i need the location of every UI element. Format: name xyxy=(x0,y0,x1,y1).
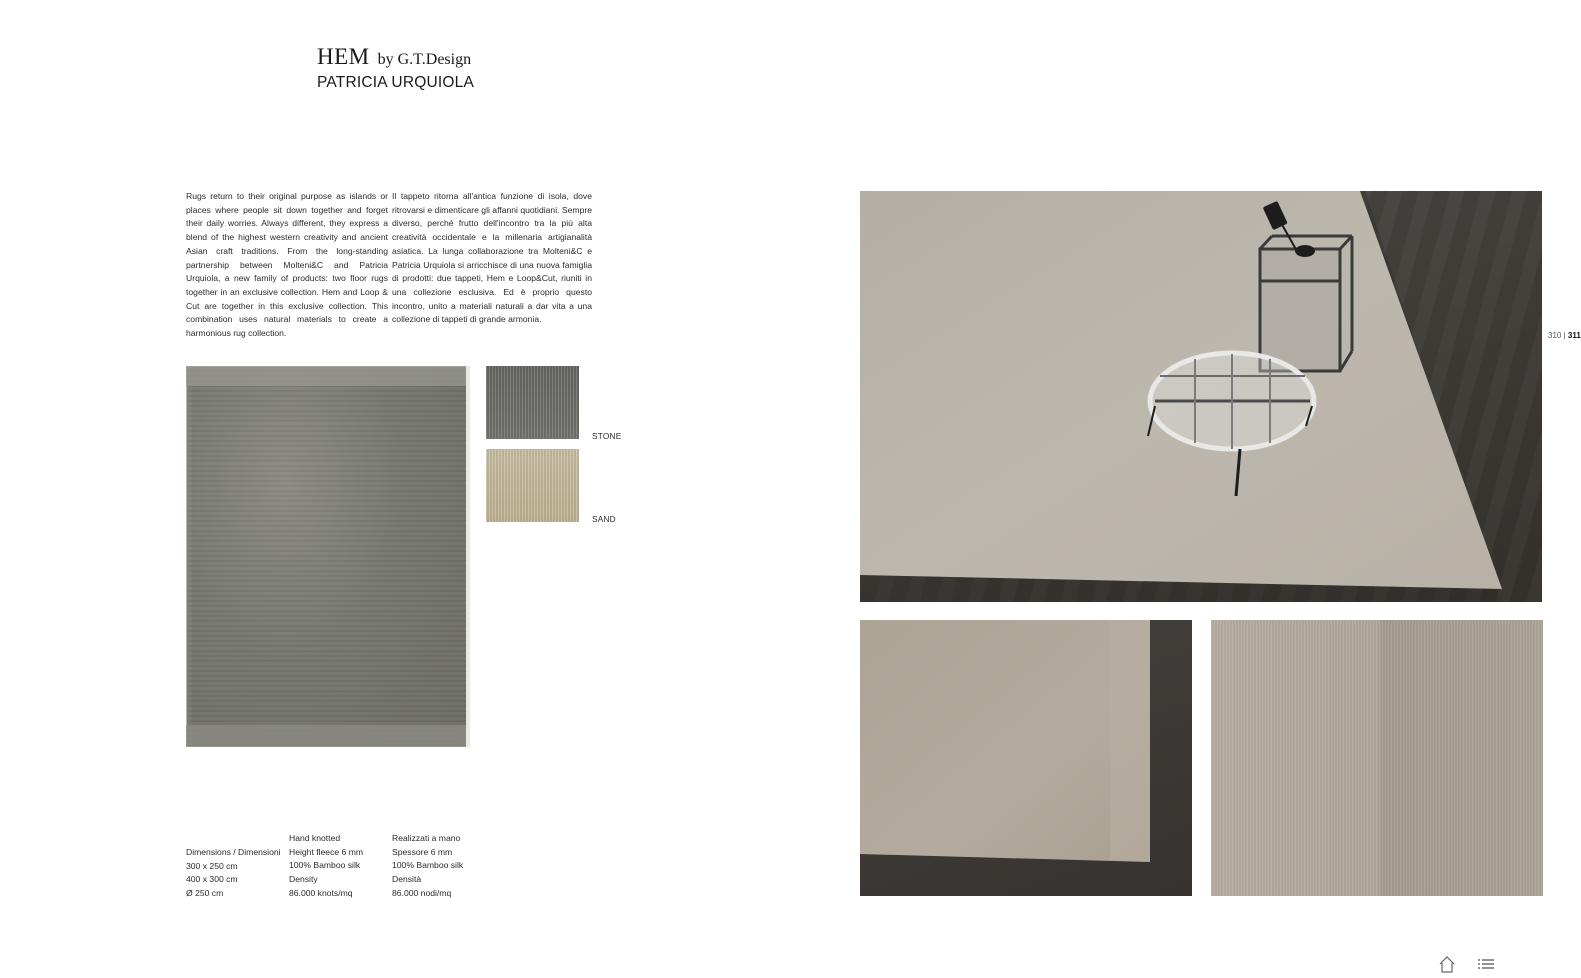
specs-english xyxy=(289,832,363,901)
by-line: by G.T.Design xyxy=(377,51,472,68)
spec-line: Densità xyxy=(392,874,422,885)
collection-title xyxy=(317,44,471,70)
spec-line: 100% Bamboo silk xyxy=(289,860,361,871)
spec-line: Hand knotted xyxy=(289,833,341,843)
list-menu-icon[interactable] xyxy=(1477,955,1495,973)
rug-texture-detail-photo xyxy=(1211,620,1543,896)
spec-line: 300 x 250 cm xyxy=(186,860,238,871)
designer-name: PATRICIA URQUIOLA xyxy=(317,74,474,91)
spec-line: Height fleece 6 mm xyxy=(289,846,364,857)
spec-line: Spessore 6 mm xyxy=(392,846,453,857)
spec-line: 86.000 knots/mq xyxy=(289,887,353,898)
page-number: 310 | 311 xyxy=(1548,331,1581,340)
spec-line: Realizzati a mano xyxy=(392,833,461,843)
specs-dimensions xyxy=(186,846,281,901)
spec-line: Dimensions / Dimensioni xyxy=(186,847,281,857)
specs-italian xyxy=(392,832,463,901)
description-italian: Il tappeto ritorna all'antica funzione di isola, dove ritrovarsi e dimenticare gli affanni quotidiani. Sempre diverso, perché frutto dell'incontro tra la più alta creatività occidentale e la millenaria artigianalità asiatica. La lunga collaborazione tra Molteni&C e Patricia Urquiola si arricchisce di una nuova famiglia di prodotti: due tappeti, Hem e Loop&Cut, riuniti in una collezione esclusiva. Ed è proprio questo incontro, unito a materiali naturali a dar vita a una collezione di tappeti di grande armonia. xyxy=(392,191,592,325)
spec-line: 100% Bamboo silk xyxy=(392,860,464,871)
collection-name: HEM xyxy=(317,44,370,69)
room-scene-photo xyxy=(860,191,1542,602)
description-english: Rugs return to their original purpose as islands or places where people sit down together and forget their daily worries. Always different, they express a blend of the highest western creativity and ancient Asian craft traditions. From the long-standing partnership between Molteni&C and Patricia Urquiola, a new family of products: two floor rugs together in an exclusive collection. Hem and Loop & Cut are together in this exclusive collection. This combination uses natural materials to create a harmonious rug collection. xyxy=(186,191,388,339)
rug-product-image xyxy=(186,366,470,747)
spec-line: 400 x 300 cm xyxy=(186,874,238,885)
spec-line: Ø 250 cm xyxy=(186,888,224,899)
rug-corner-detail-photo xyxy=(860,620,1192,896)
swatch-stone-label: STONE xyxy=(592,431,622,441)
swatch-sand-image xyxy=(486,449,579,522)
spec-line: Density xyxy=(289,874,318,885)
page-number-left: 310 xyxy=(1548,331,1562,340)
swatch-stone-image xyxy=(486,366,579,439)
swatch-sand-label: SAND xyxy=(592,514,616,524)
page-number-right: 311 xyxy=(1567,331,1581,340)
spec-line: 86.000 nodi/mq xyxy=(392,887,452,898)
home-icon[interactable] xyxy=(1438,955,1456,973)
